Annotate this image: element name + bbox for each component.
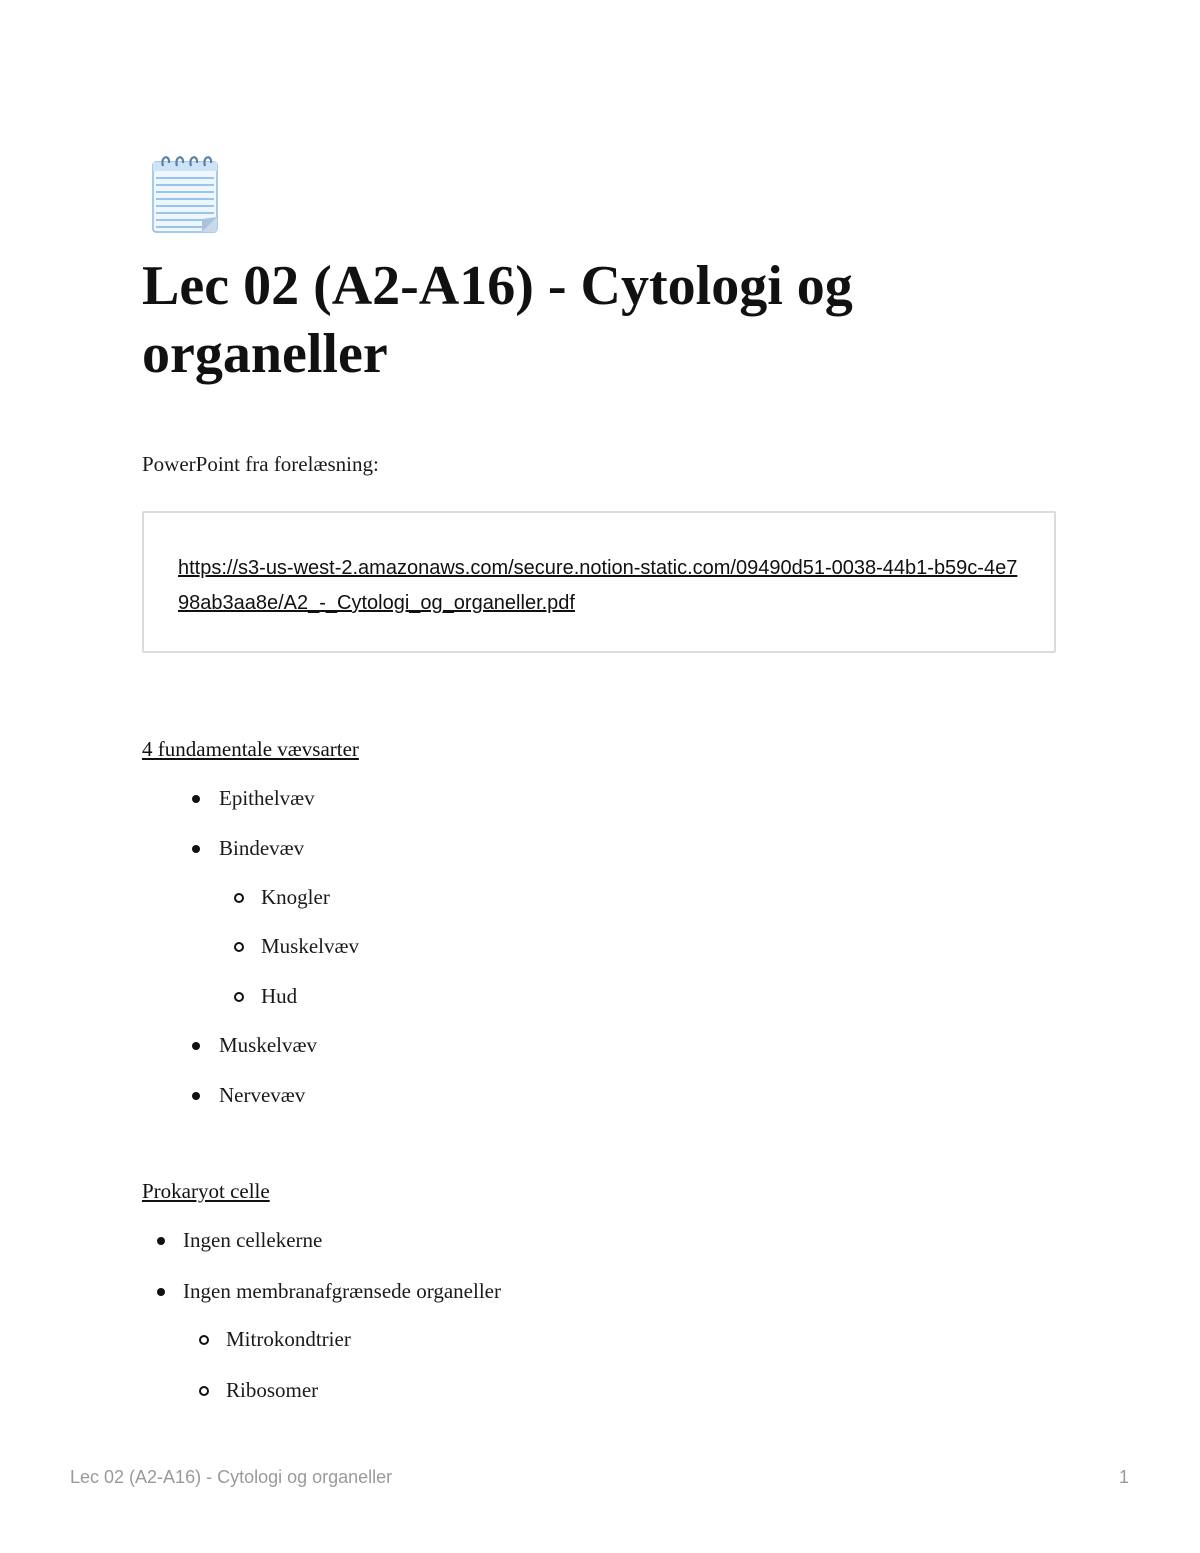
bullet [192, 1092, 200, 1100]
section-heading-prokaryote: Prokaryot celle [142, 1179, 270, 1203]
list-item: Ingen membranafgrænsede organeller [183, 1279, 501, 1303]
list-item: Muskelvæv [219, 1033, 318, 1057]
sub-list-item: Ribosomer [226, 1378, 319, 1402]
bullet [157, 1288, 165, 1296]
page-number: 1 [1118, 1467, 1129, 1487]
sub-list-item: Muskelvæv [261, 934, 360, 958]
section-heading-tissue-types: 4 fundamentale vævsarter [142, 737, 359, 761]
sub-bullet [199, 1386, 209, 1396]
link-card [142, 511, 1056, 653]
notepad-icon [150, 152, 222, 236]
sub-bullet [234, 893, 244, 903]
sub-bullet [234, 992, 244, 1002]
bullet [192, 845, 200, 853]
footer-title: Lec 02 (A2-A16) - Cytologi og organeller [70, 1467, 393, 1487]
intro-text: PowerPoint fra forelæsning: [142, 452, 379, 476]
sub-bullet [234, 942, 244, 952]
list-item: Ingen cellekerne [183, 1228, 323, 1252]
sub-bullet [199, 1335, 209, 1345]
page-title: Lec 02 (A2-A16) - Cytologi og organeller [142, 255, 853, 385]
list-item: Bindevæv [219, 836, 305, 860]
list-item: Epithelvæv [219, 786, 315, 810]
sub-list-item: Mitrokondtrier [226, 1327, 351, 1351]
bullet [192, 1042, 200, 1050]
sub-list-item: Knogler [261, 885, 330, 909]
pdf-link[interactable]: https://s3-us-west-2.amazonaws.com/secure.notion-static.com/09490d51-0038-44b1-b59c-4e798ab3aa8e/A2_-_Cytologi_og_organeller.pdf [178, 557, 1018, 614]
list-item: Nervevæv [219, 1083, 306, 1107]
sub-list-item: Hud [261, 984, 298, 1008]
bullet [192, 795, 200, 803]
bullet [157, 1237, 165, 1245]
